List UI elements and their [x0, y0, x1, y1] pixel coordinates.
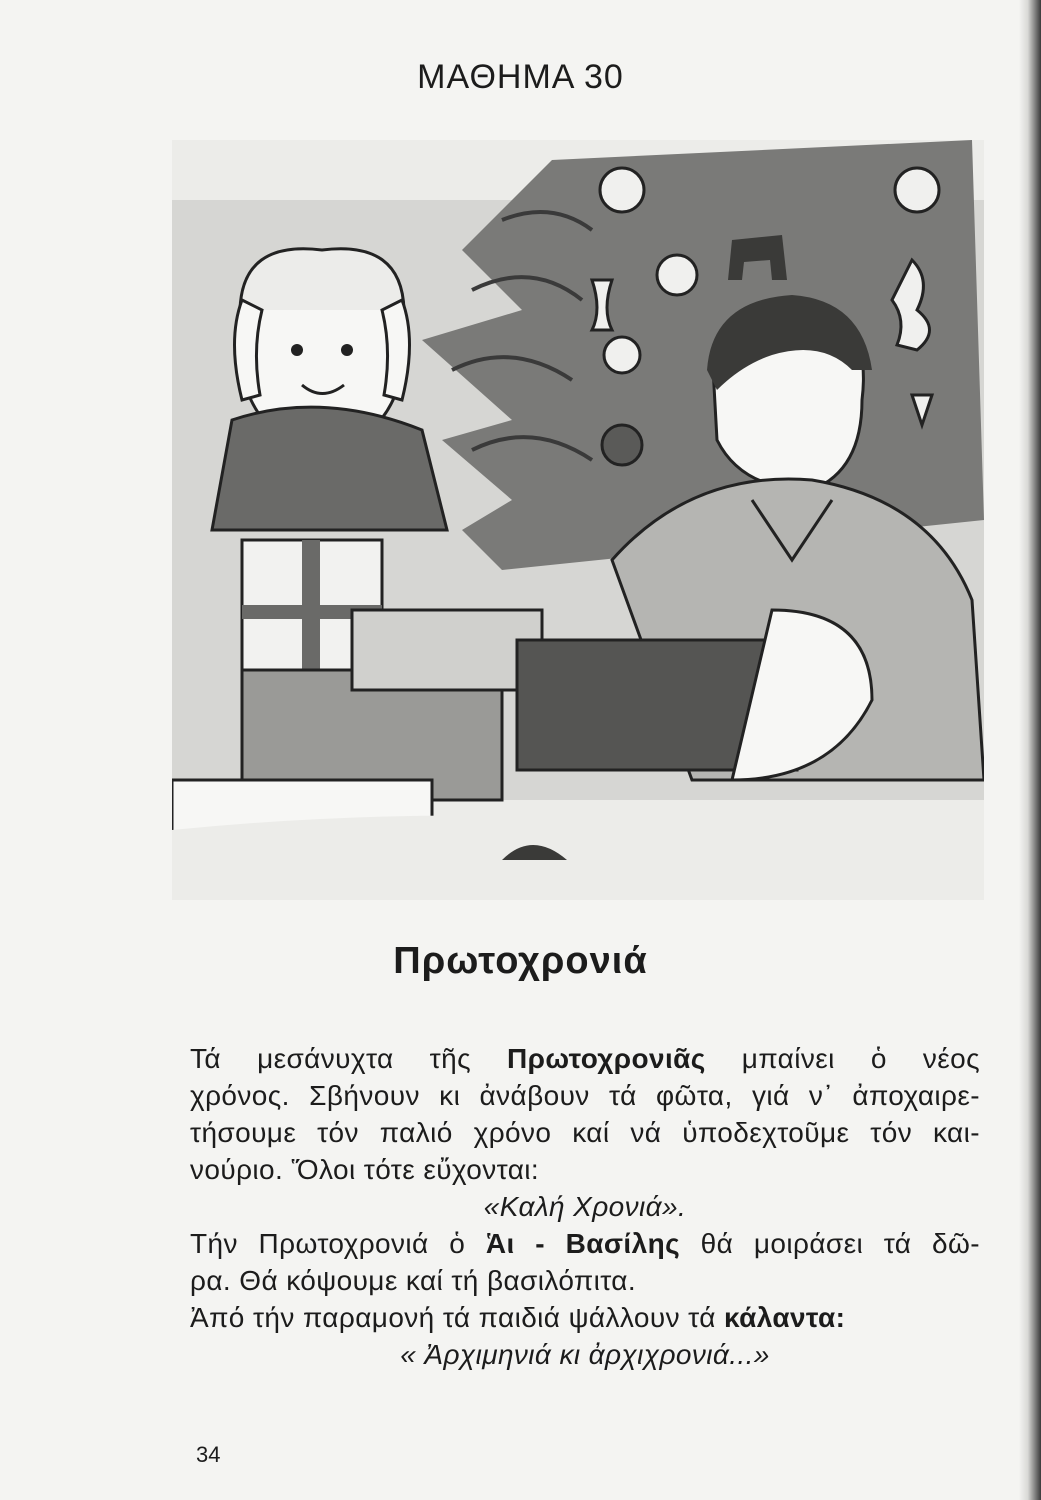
page-number: 34	[196, 1442, 221, 1467]
section-title: Πρωτοχρονιά	[393, 940, 648, 982]
greeting-line: «Καλή Χρονιά».	[483, 1191, 687, 1222]
paragraph-line	[190, 1225, 980, 1262]
text-span: Τά μεσάνυχτα τῆς	[190, 1043, 508, 1074]
body-text	[190, 1040, 980, 1373]
bold-term: Ἁι - Βασίλης	[485, 1228, 681, 1259]
carol-line: « Ἀρχιμηνιά κι ἀρχιχρονιά...»	[400, 1339, 770, 1370]
christmas-gifts-illustration	[172, 140, 984, 900]
paragraph-line	[190, 1299, 980, 1336]
bold-term: Πρωτοχρονιᾶς	[507, 1043, 706, 1074]
paragraph-line: χρόνος. Σβήνουν κι ἀνάβουν τά φῶτα, γιά ν᾿ ἀποχαιρε-	[190, 1080, 980, 1111]
paragraph-line: νούριο. Ὅλοι τότε εὔχονται:	[190, 1154, 540, 1185]
bold-term: κάλαντα:	[724, 1302, 846, 1333]
text-span: Ἀπό τήν παραμονή τά παιδιά ψάλλουν τά	[190, 1302, 724, 1333]
text-span: μπαίνει ὁ νέος	[705, 1043, 980, 1074]
paragraph-line: ρα. Θά κόψουμε καί τή βασιλόπιτα.	[190, 1265, 637, 1296]
paragraph-line	[190, 1040, 980, 1077]
text-span: Τήν Πρωτοχρονιά ὁ	[190, 1228, 486, 1259]
lesson-title: ΜΑΘΗΜΑ 30	[417, 58, 624, 96]
paragraph-line: τήσουμε τόν παλιό χρόνο καί νά ὑποδεχτοῦμε τόν και-	[190, 1117, 980, 1148]
text-span: θά μοιράσει τά δῶ-	[680, 1228, 980, 1259]
book-spine-shadow	[1019, 0, 1041, 1500]
